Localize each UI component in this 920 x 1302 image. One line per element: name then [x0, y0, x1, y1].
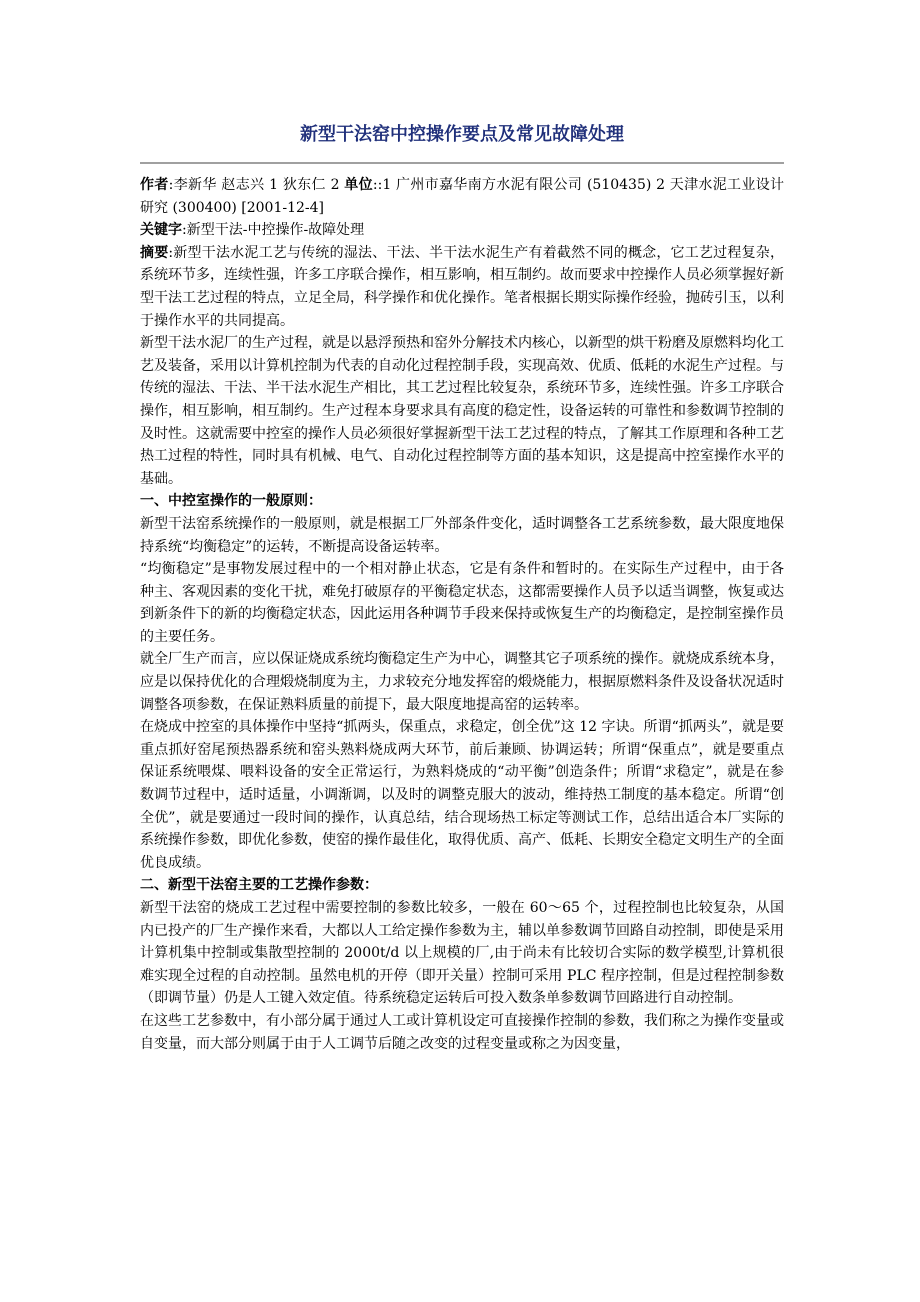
intro-paragraph: 新型干法水泥厂的生产过程，就是以悬浮预热和窑外分解技术内核心，以新型的烘干粉磨及原燃料均化工艺及装备，采用以计算机控制为代表的自动化过程控制手段，实现高效、优质、低耗的水泥生产过程。与传统的湿法、干法、半干法水泥生产相比，其工艺过程比较复杂，系统环节多，连续性强。许多工序联合操作，相互影响，相互制约。生产过程本身要求具有高度的稳定性，设备运转的可靠性和参数调节控制的及时性。这就需要中控室的操作人员必须很好掌握新型干法工艺过程的特点，了解其工作原理和各种工艺热工过程的特性，同时具有机械、电气、自动化过程控制等方面的基本知识，这是提高中控室操作水平的基础。 — [140, 335, 784, 487]
unit-label: 单位 — [344, 177, 373, 193]
section-1-paragraph: 在烧成中控室的具体操作中坚持“抓两头，保重点，求稳定，创全优”这 12 字诀。所谓“抓两头”，就是要重点抓好窑尾预热器系统和窑头熟料烧成两大环节，前后兼顾、协调运转；所谓“保重点”，就是要重点保证系统喂煤、喂料设备的安全正常运行，为熟料烧成的“动平衡”创造条件；所谓“求稳定”，就是在参数调节过程中，适时适量，小调渐调，以及时的调整克服大的波动，维持热工制度的基本稳定。所谓“创全优”，就是要通过一段时间的操作，认真总结，结合现场热工标定等测试工作，总结出适合本厂实际的系统操作参数，即优化参数，使窑的操作最佳化，取得优质、高产、低耗、长期安全稳定文明生产的全面优良成绩。 — [140, 719, 784, 871]
title-divider — [140, 162, 784, 164]
document-page — [140, 118, 784, 1055]
keywords-line — [140, 219, 784, 242]
abstract-label: 摘要 — [140, 244, 169, 261]
section-2-heading: 二、新型干法窑主要的工艺操作参数： — [140, 877, 378, 894]
section-1-paragraph: 新型干法窑系统操作的一般原则，就是根据工厂外部条件变化，适时调整各工艺系统参数，最大限度地保持系统“均衡稳定”的运转，不断提高设备运转率。 — [140, 515, 784, 555]
author-label: 作者 — [140, 177, 169, 193]
document-body — [140, 174, 784, 1055]
abstract-paragraph — [140, 242, 784, 332]
keywords-label: 关键字 — [140, 222, 182, 239]
section-2-paragraph: 新型干法窑的烧成工艺过程中需要控制的参数比较多，一般在 60～65 个，过程控制也比较复杂，从国内已投产的厂生产操作来看，大都以人工给定操作参数为主，辅以单参数调节回路自动控制，即使是采用计算机集中控制或集散型控制的 2000t/d 以上规模的厂,由于尚未有比较切合实际的数学模型,计算机很难实现全过程的自动控制。虽然电机的开停（即开关量）控制可采用 PLC 程序控制，但是过程控制参数（即调节量）仍是人工键入效定值。待系统稳定运转后可投入数条单参数调节回路进行自动控制。 — [140, 900, 784, 1007]
author-value: :李新华 赵志兴 1 狄东仁 2 — [168, 177, 345, 193]
section-1-heading: 一、中控室操作的一般原则： — [140, 493, 322, 510]
section-1-paragraph: “均衡稳定”是事物发展过程中的一个相对静止状态，它是有条件和暂时的。在实际生产过程中，由于各种主、客观因素的变化干扰，难免打破原存的平衡稳定状态，这都需要操作人员予以适当调整，恢复或达到新条件下的新的均衡稳定状态，因此运用各种调节手段来保持或恢复生产的均衡稳定，是控制室操作员的主要任务。 — [140, 561, 784, 645]
section-2-paragraph: 在这些工艺参数中，有小部分属于通过人工或计算机设定可直接操作控制的参数，我们称之为操作变量或自变量，而大部分则属于由于人工调节后随之改变的过程变量或称之为因变量， — [140, 1012, 784, 1052]
abstract-value: :新型干法水泥工艺与传统的湿法、干法、半干法水泥生产有着截然不同的概念，它工艺过程复杂，系统环节多，连续性强，许多工序联合操作，相互影响，相互制约。故而要求中控操作人员必须掌握好新型干法工艺过程的特点，立足全局，科学操作和优化操作。笔者根据长期实际操作经验，抛砖引玉，以利于操作水平的共同提高。 — [140, 244, 785, 329]
author-unit-line — [140, 174, 784, 219]
section-1-paragraph: 就全厂生产而言，应以保证烧成系统均衡稳定生产为中心，调整其它子项系统的操作。就烧成系统本身，应是以保持优化的合理煅烧制度为主，力求较充分地发挥窑的煅烧能力，根据原燃料条件及设备状况适时调整各项参数，在保证熟料质量的前提下，最大限度地提高窑的运转率。 — [140, 651, 784, 713]
unit-value: ::1 广州市嘉华南方水泥有限公司 (510435) 2 天津水泥工业设计研究 (300400) [2001-12-4] — [140, 177, 785, 216]
keywords-value: :新型干法-中控操作-故障处理 — [182, 222, 365, 239]
document-title: 新型干法窑中控操作要点及常见故障处理 — [300, 124, 624, 145]
